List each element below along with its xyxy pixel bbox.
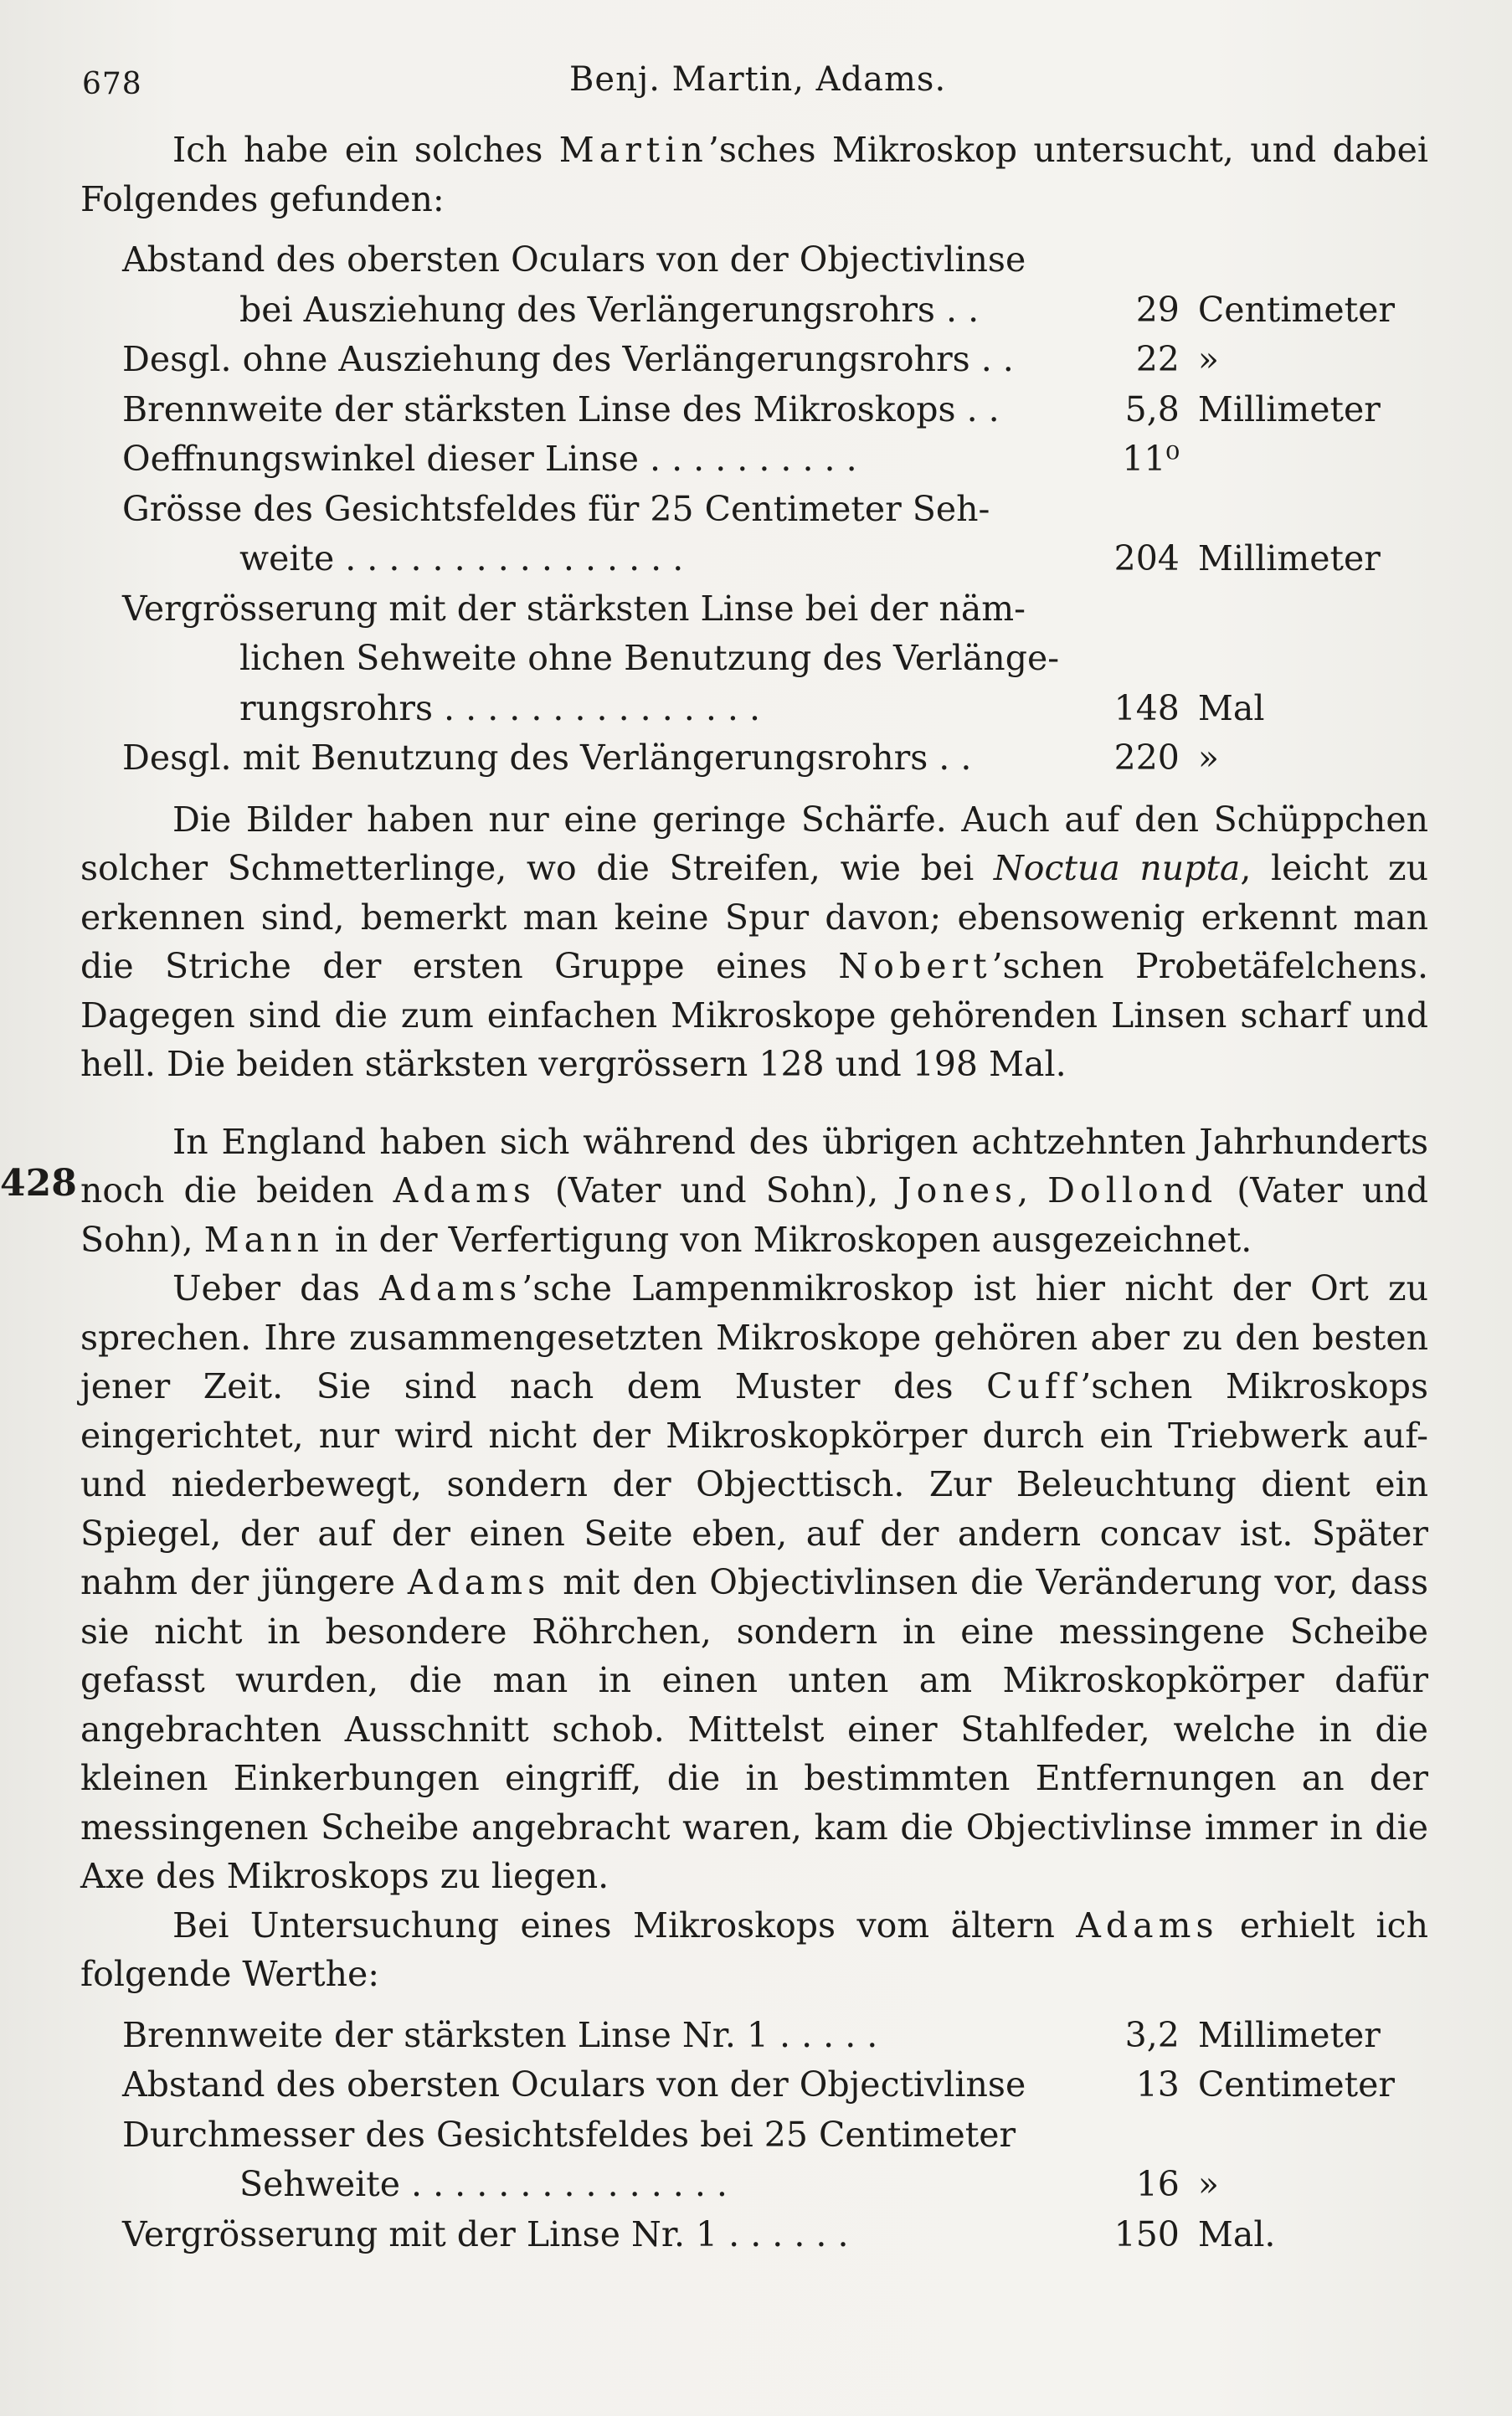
text-run: ’sches Mikroskop untersucht, und dabei Folgendes gefunden: [80, 130, 1428, 219]
paragraph-intro [80, 126, 1428, 224]
text-run: In England haben sich während des übrigen achtzehnten Jahrhunderts noch die beiden [80, 1121, 1428, 1211]
row-value: 148 [1113, 687, 1180, 728]
row-label: Durchmesser des Gesichtsfeldes bei 25 Centimeter [122, 2114, 1016, 2155]
row-unit: » [1197, 339, 1219, 379]
row-value: 150 [1113, 2213, 1180, 2254]
text-run: mit den Objectivlinsen die Veränderung vor, dass sie nicht in besondere Röhrchen, sondern in eine messingene Scheibe gefasst wurden, die man in einen unten am Mikroskopkörper dafür angebrachten Ausschnitt schob. Mittelst einer Stahlfeder, welche in die kleinen Einkerbungen eingriff, die in bestimmten Entfernungen an der messingenen Scheibe angebracht waren, kam die Objectivlinse immer in die Axe des Mikroskops zu liegen. [80, 1562, 1428, 1896]
person-name: Martin [558, 130, 708, 170]
row-value: 5,8 [1124, 388, 1180, 429]
row-value: 13 [1135, 2064, 1180, 2105]
table-row [122, 235, 1395, 285]
text-run: Die Bilder haben nur eine geringe Schärfe. Auch auf den Schüppchen solcher Schmetterlinge, wo die Streifen, wie bei [80, 799, 1428, 888]
row-label: Desgl. mit Benutzung des Verlängerungsrohrs . . [122, 738, 972, 778]
table-row [122, 434, 1395, 485]
table-row [122, 285, 1395, 336]
row-label: weite . . . . . . . . . . . . . . . . [239, 538, 684, 578]
person-name: Mann [203, 1219, 324, 1260]
text-run: Ich habe ein solches [172, 130, 559, 170]
table-row [122, 584, 1395, 635]
row-unit: Mal. [1197, 2213, 1276, 2254]
text-run: ’schen Probetäfelchens. Dagegen sind die zum einfachen Mikroskope gehörenden Linsen scharf und hell. Die beiden stärksten vergrössern 128 und 198 Mal. [80, 946, 1429, 1084]
row-value: 220 [1113, 738, 1180, 778]
row-unit: » [1197, 738, 1219, 778]
text-run: ’schen Mikroskops eingerichtet, nur wird nicht der Mikroskopkörper durch ein Triebwerk auf- und niederbewegt, sondern der Objecttisch. Zur Beleuchtung dient ein Spiegel, der auf der einen Seite eben, auf der andern concav ist. Später nahm der jüngere [80, 1366, 1428, 1602]
text-run: Bei Untersuchung eines Mikroskops vom ältern [172, 1905, 1077, 1946]
person-name: Cuff [986, 1366, 1081, 1406]
row-value: 16 [1135, 2164, 1180, 2204]
text-run: in der Verfertigung von Mikroskopen ausgezeichnet. [323, 1219, 1252, 1260]
text-run: (Vater und Sohn), [80, 1170, 1428, 1260]
person-name: Nobert [838, 946, 992, 986]
running-head: Benj. Martin, Adams. [569, 60, 947, 99]
margin-section-number: 428 [0, 1162, 77, 1205]
row-value: 11⁰ [1122, 439, 1180, 479]
table-row [122, 534, 1395, 584]
paragraph-values-intro [80, 1901, 1428, 1999]
section-428 [80, 1118, 1428, 2260]
row-unit: Mal [1197, 687, 1265, 728]
page-number: 678 [82, 67, 142, 101]
row-label: Oeffnungswinkel dieser Linse . . . . . . . . . . [122, 439, 857, 479]
person-name: Jones [897, 1170, 1018, 1211]
table-row [122, 2060, 1395, 2110]
text-run: ’sche Lampenmikroskop ist hier nicht der Ort zu sprechen. Ihre zusammengesetzten Mikroskope gehören aber zu den besten jener Zeit. Sie sind nach dem Muster des [80, 1268, 1428, 1406]
row-label: bei Ausziehung des Verlängerungsrohrs . . [239, 289, 980, 330]
row-label: Abstand des obersten Oculars von der Objectivlinse [122, 2064, 1026, 2105]
row-unit: Millimeter [1197, 538, 1381, 578]
person-name: Adams [379, 1268, 522, 1308]
person-name: Adams [393, 1170, 536, 1211]
row-value: 3,2 [1124, 2014, 1180, 2055]
row-label: Vergrösserung mit der Linse Nr. 1 . . . . . . [122, 2213, 849, 2254]
table-row [122, 335, 1395, 385]
text-run: , leicht zu erkennen sind, bemerkt man keine Spur davon; ebensowenig erkennt man die Striche der ersten Gruppe eines [80, 848, 1428, 986]
row-unit: Millimeter [1197, 388, 1381, 429]
page-header [0, 60, 1512, 111]
paragraph-england [80, 1118, 1428, 1265]
body-text [80, 126, 1428, 2271]
measurement-table-adams [122, 2011, 1395, 2260]
row-value: 204 [1113, 538, 1180, 578]
row-unit: » [1197, 2164, 1219, 2204]
text-run: erhielt ich folgende Werthe: [80, 1905, 1428, 1994]
row-label: Abstand des obersten Oculars von der Objectivlinse [122, 239, 1026, 280]
table-row [122, 634, 1395, 684]
table-row [122, 485, 1395, 535]
row-label: Brennweite der stärksten Linse des Mikroskops . . [122, 388, 1000, 429]
row-label: Grösse des Gesichtsfeldes für 25 Centimeter Seh- [122, 488, 990, 529]
paragraph-image-quality [80, 795, 1428, 1089]
table-row [122, 2210, 1395, 2260]
table-row [122, 684, 1395, 734]
person-name: Adams [407, 1562, 551, 1602]
row-label: Desgl. ohne Ausziehung des Verlängerungsrohrs . . [122, 339, 1014, 379]
row-unit: Centimeter [1197, 289, 1395, 330]
row-label: Vergrösserung mit der stärksten Linse bei der näm- [122, 588, 1026, 629]
row-label: Sehweite . . . . . . . . . . . . . . . [239, 2164, 728, 2204]
paragraph-adams-microscope [80, 1264, 1428, 1901]
person-name: Adams [1076, 1905, 1219, 1946]
species-name: Noctua nupta [993, 848, 1241, 888]
table-row [122, 2160, 1395, 2210]
row-value: 22 [1135, 339, 1180, 379]
row-value: 29 [1135, 289, 1180, 330]
measurement-table-martin [122, 235, 1395, 784]
row-label: Brennweite der stärksten Linse Nr. 1 . . . . . [122, 2014, 878, 2055]
row-unit: Millimeter [1197, 2014, 1381, 2055]
row-label: rungsrohrs . . . . . . . . . . . . . . . [239, 687, 761, 728]
table-row [122, 385, 1395, 435]
text-run: Ueber das [172, 1268, 380, 1308]
row-unit: Centimeter [1197, 2064, 1395, 2105]
text-run: , [1017, 1170, 1048, 1211]
table-row [122, 2110, 1395, 2161]
table-row [122, 2011, 1395, 2061]
table-row [122, 733, 1395, 784]
row-label: lichen Sehweite ohne Benutzung des Verlänge- [239, 638, 1060, 678]
person-name: Dollond [1047, 1170, 1218, 1211]
text-run: (Vater und Sohn), [535, 1170, 898, 1211]
